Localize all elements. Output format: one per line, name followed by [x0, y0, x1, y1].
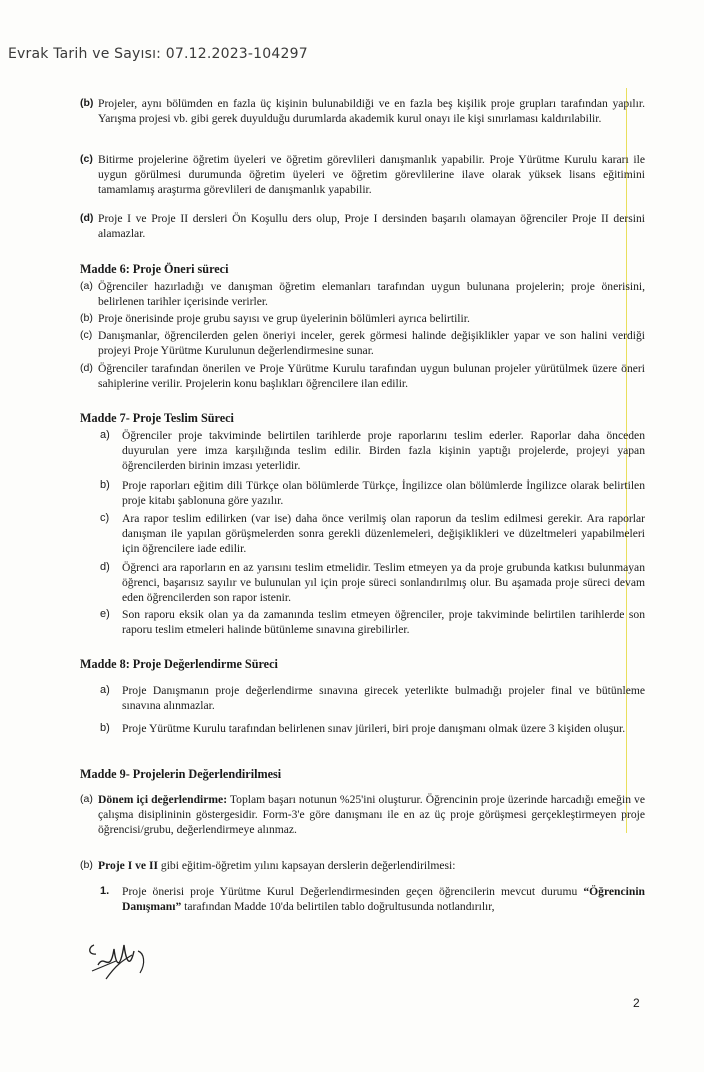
item-text: Projeler, aynı bölümden en fazla üç kişinin bulunabildiği ve en fazla beş kişilik proje grupları tarafından yapılır. Yarışma projesi vb. gibi gerek duyulduğu durumlarda akademik kurul onayı ile kişi sınırlaması kaldırılabilir.	[98, 97, 645, 126]
item-text-part2: tarafından Madde 10'da belirtilen tablo doğrultusunda notlandırılır,	[181, 900, 495, 914]
section-heading-madde-7: Madde 7- Proje Teslim Süreci	[80, 411, 234, 425]
document-reference-header: Evrak Tarih ve Sayısı: 07.12.2023-104297	[8, 46, 308, 62]
item-text: Öğrenciler proje takviminde belirtilen tarihlerde proje raporlarını teslim ederler. Raporlar daha önceden duyurulan yere imza karşılığında teslim edilir. Birden fazla kişinin yaptığı projelerde, projeyi yapan öğrencilerden birinin imzası yeterlidir.	[122, 429, 645, 473]
item-marker: (b)	[80, 859, 93, 871]
madde6-item-a	[80, 279, 645, 309]
item-marker: (b)	[80, 312, 93, 324]
item-marker: (d)	[80, 362, 93, 374]
item-marker: 1.	[100, 885, 110, 897]
item-bold-lead: Dönem içi değerlendirme:	[98, 793, 228, 806]
madde7-item-e	[100, 607, 645, 637]
item-text: Öğrenciler tarafından önerilen ve Proje Yürütme Kurulu tarafından uygun bulunan projeler yürütülmek üzere öneri sahiplerine verilir. Projelerin konu başlıkları öğrencilere ilan edilir.	[98, 362, 645, 391]
item-text: Öğrenci ara raporların en az yarısını teslim etmelidir. Teslim etmeyen ya da proje grubunda katkısı bulunmayan öğrenci, başarısız sayılır ve bulunulan yıl için proje süreci sonlandırılmış olur. Bu aşamada proje süreci devam eden öğrencilerden son rapor istenir.	[122, 561, 645, 605]
madde9-item-a	[80, 792, 645, 838]
madde9-item-b	[80, 858, 645, 873]
item-bold-term: “Öğrencinin Danışmanı”	[122, 885, 645, 914]
item-marker: a)	[100, 429, 110, 441]
madde8-item-a	[100, 683, 645, 713]
item-marker: (d)	[80, 212, 94, 224]
item-marker: e)	[100, 608, 110, 620]
item-marker: (b)	[80, 97, 94, 109]
madde8-item-b	[100, 721, 645, 736]
section-heading-madde-6: Madde 6: Proje Öneri süreci	[80, 262, 229, 276]
item-text: Proje Yürütme Kurulu tarafından belirlenen sınav jürileri, biri proje danışmanı olmak üzere 3 kişiden oluşur.	[122, 722, 626, 735]
item-marker: (a)	[80, 793, 93, 805]
item-marker: d)	[100, 561, 110, 573]
item-text: Son raporu eksik olan ya da zamanında teslim etmeyen öğrenciler, proje takviminde belirtilen tarihlerde son raporu teslim etmeleri halinde bütünleme sınavına girebilirler.	[122, 608, 645, 637]
item-marker: b)	[100, 722, 110, 734]
item-text-part1: Proje önerisi proje Yürütme Kurul Değerlendirmesinden geçen öğrencilerin mevcut durumu	[122, 885, 584, 898]
item-text: gibi eğitim-öğretim yılını kapsayan derslerin değerlendirilmesi:	[158, 859, 456, 872]
item-text: Proje I ve Proje II dersleri Ön Koşullu ders olup, Proje I dersinden başarılı olamayan öğrenciler Proje II dersini alamazlar.	[98, 212, 645, 241]
item-bold-lead: Proje I ve II	[98, 859, 158, 872]
madde6-item-b	[80, 311, 645, 326]
item-text: Öğrenciler hazırladığı ve danışman öğretim elemanları tarafından uygun bulunana projelerin; proje önerisini, belirlenen tarihler içerisinde verirler.	[98, 280, 645, 309]
item-text: Toplam başarı notunun %25'ini oluşturur. Öğrencinin proje üzerinde harcadığı emeğin ve çalışma disiplininin göstergesidir. Form-3'e göre danışmanı ile en az üç proje görüşmesi gerçekleştirmeyen proje öğrencisi/grubu, değerlendirmeye alınmaz.	[98, 793, 645, 837]
item-text: Proje önerisinde proje grubu sayısı ve grup üyelerinin bölümleri ayrıca belirtilir.	[98, 312, 470, 325]
section-heading-madde-9: Madde 9- Projelerin Değerlendirilmesi	[80, 767, 282, 781]
item-marker: (c)	[80, 153, 93, 165]
item-marker: (c)	[80, 329, 93, 341]
madde9-numbered-item-1	[100, 884, 645, 914]
paragraph-b	[80, 96, 645, 126]
madde6-item-c	[80, 328, 645, 358]
item-marker: (a)	[80, 280, 93, 292]
page-number: 2	[633, 996, 640, 1010]
item-text: Ara rapor teslim edilirken (var ise) daha önce verilmiş olan raporun da teslim edilmesi gerekir. Ara raporlar danışman ile yapılan görüşmelerden sonra gerekli düzenlemeleri, değişiklikleri ve düzeltmeleri yapabilmeleri için öğrencilere iade edilir.	[122, 512, 645, 556]
item-marker: c)	[100, 512, 110, 524]
paragraph-d	[80, 211, 645, 241]
item-text: Bitirme projelerine öğretim üyeleri ve öğretim görevlileri danışmanlık yapabilir. Proje Yürütme Kurulu kararı ile uygun görülmesi durumunda öğretim üyeleri ve öğretim görevlilerine ilave olarak yüksek lisans eğitimini tamamlamış araştırma görevlileri de danışmanlık yapabilir.	[98, 153, 645, 197]
item-marker: b)	[100, 479, 110, 491]
paragraph-c	[80, 152, 645, 198]
madde7-item-c	[100, 511, 645, 557]
item-text: Danışmanlar, öğrencilerden gelen öneriyi inceler, gerek görmesi halinde değişiklikler yapar ve son halini verdiği projeyi Proje Yürütme Kurulunun değerlendirmesine sunar.	[98, 329, 645, 358]
item-text: Proje Danışmanın proje değerlendirme sınavına girecek yeterlikte bulmadığı projeler final ve bütünleme sınavına alınmazlar.	[122, 684, 645, 713]
item-marker: a)	[100, 684, 110, 696]
madde7-item-a	[100, 428, 645, 474]
handwritten-signature	[86, 935, 156, 983]
item-text: Proje raporları eğitim dili Türkçe olan bölümlerde Türkçe, İngilizce olan bölümlerde İngilizce olarak belirtilen proje kitabı şablonuna göre yazılır.	[122, 479, 645, 508]
madde6-item-d	[80, 361, 645, 391]
madde7-item-b	[100, 478, 645, 508]
madde7-item-d	[100, 560, 645, 606]
section-heading-madde-8: Madde 8: Proje Değerlendirme Süreci	[80, 657, 278, 671]
